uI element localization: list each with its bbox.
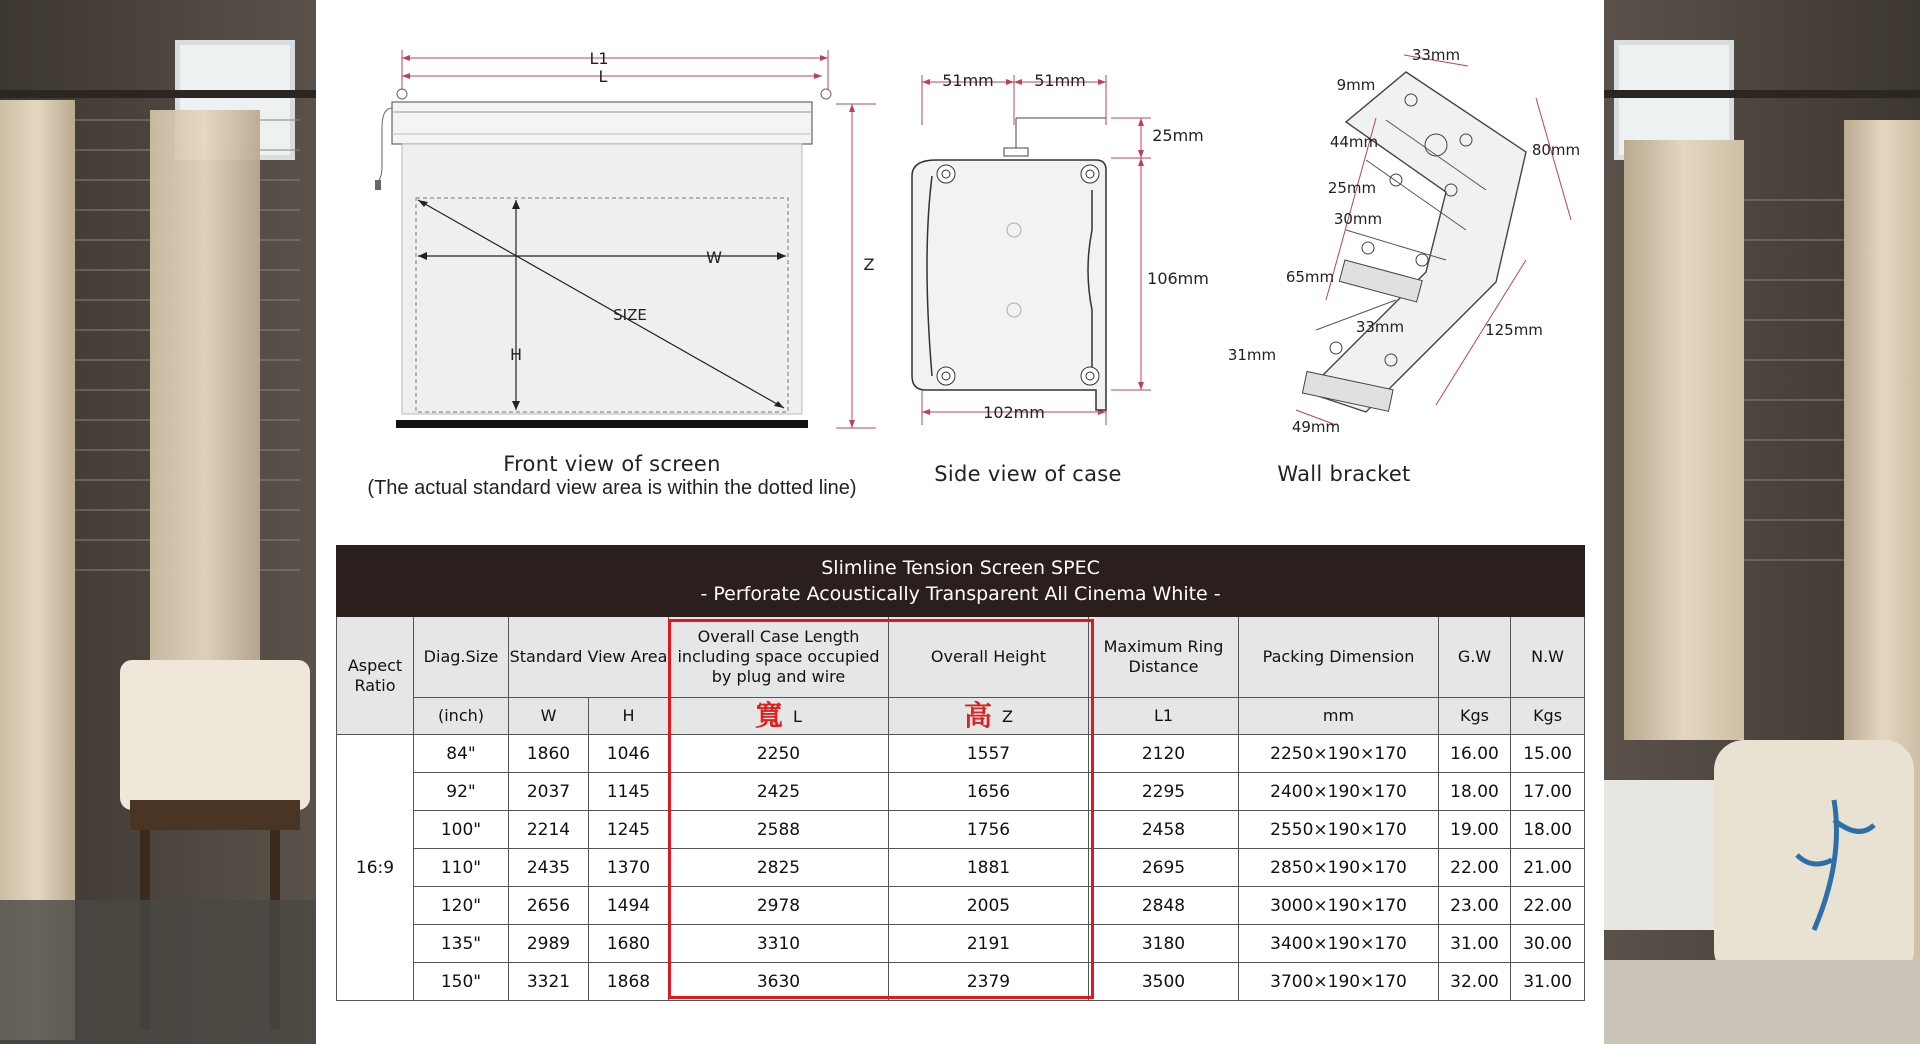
bracket-label-i: 125mm <box>1485 321 1543 339</box>
subheader-l1: L1 <box>1089 698 1239 735</box>
bracket-label-g: 65mm <box>1285 268 1335 286</box>
bracket-label-f: 30mm <box>1333 210 1383 228</box>
table-row <box>337 811 1585 849</box>
cell-size: 150" <box>414 963 509 1001</box>
cell-size: 110" <box>414 849 509 887</box>
bracket-label-d: 80mm <box>1531 141 1581 159</box>
wall-bracket-caption: Wall bracket <box>1277 462 1411 486</box>
side-label-width: 102mm <box>983 403 1045 422</box>
cell-l1: 3180 <box>1089 925 1239 963</box>
cell-z: 1756 <box>889 811 1089 849</box>
cell-size: 100" <box>414 811 509 849</box>
cell-l: 3630 <box>669 963 889 1001</box>
cell-h: 1494 <box>589 887 669 925</box>
cell-z: 1557 <box>889 735 1089 773</box>
cell-w: 1860 <box>509 735 589 773</box>
bracket-label-k: 49mm <box>1291 418 1341 436</box>
header-aspect-ratio: Aspect Ratio <box>337 617 414 735</box>
subheader-l-letter: L <box>793 706 802 726</box>
table-row <box>337 925 1585 963</box>
bracket-label-h: 33mm <box>1355 318 1405 336</box>
cell-h: 1370 <box>589 849 669 887</box>
bracket-label-c: 44mm <box>1329 133 1379 151</box>
left-room-photo <box>0 0 316 1044</box>
subheader-z <box>889 698 1089 735</box>
cell-nw: 15.00 <box>1511 735 1585 773</box>
cell-h: 1145 <box>589 773 669 811</box>
cell-gw: 18.00 <box>1439 773 1511 811</box>
cell-nw: 30.00 <box>1511 925 1585 963</box>
table-row <box>337 735 1585 773</box>
table-row <box>337 773 1585 811</box>
front-label-l1: L1 <box>589 49 609 68</box>
cell-l1: 2695 <box>1089 849 1239 887</box>
header-overall-case-length: Overall Case Length including space occupied by plug and wire <box>669 617 889 698</box>
front-view-note: (The actual standard view area is within the dotted line) <box>367 477 857 499</box>
spec-subtitle-line: - Perforate Acoustically Transparent All Cinema White - <box>700 583 1221 605</box>
subheader-mm: mm <box>1239 698 1439 735</box>
side-label-right-half: 51mm <box>1034 71 1086 90</box>
cell-gw: 31.00 <box>1439 925 1511 963</box>
cell-w: 3321 <box>509 963 589 1001</box>
cell-l: 2425 <box>669 773 889 811</box>
cell-l1: 2120 <box>1089 735 1239 773</box>
header-standard-view-area: Standard View Area <box>509 617 669 698</box>
cell-size: 92" <box>414 773 509 811</box>
subheader-z-cjk: 高 <box>964 698 993 732</box>
cell-gw: 22.00 <box>1439 849 1511 887</box>
cell-z: 2191 <box>889 925 1089 963</box>
cell-pack: 3000×190×170 <box>1239 887 1439 925</box>
subheader-gw-unit: Kgs <box>1439 698 1511 735</box>
cell-pack: 3700×190×170 <box>1239 963 1439 1001</box>
cell-z: 1881 <box>889 849 1089 887</box>
side-label-top: 25mm <box>1152 126 1204 145</box>
cell-pack: 2250×190×170 <box>1239 735 1439 773</box>
cell-gw: 32.00 <box>1439 963 1511 1001</box>
cell-l: 3310 <box>669 925 889 963</box>
front-view-caption: Front view of screen <box>503 452 721 476</box>
table-row <box>337 849 1585 887</box>
cell-pack: 2400×190×170 <box>1239 773 1439 811</box>
subheader-h: H <box>589 698 669 735</box>
cell-l: 2825 <box>669 849 889 887</box>
spec-sheet <box>316 0 1604 1044</box>
subheader-nw-unit: Kgs <box>1511 698 1585 735</box>
subheader-l <box>669 698 889 735</box>
cell-l1: 2848 <box>1089 887 1239 925</box>
cell-l: 2250 <box>669 735 889 773</box>
cell-nw: 17.00 <box>1511 773 1585 811</box>
spec-title-line: Slimline Tension Screen SPEC <box>821 557 1100 579</box>
cell-size: 135" <box>414 925 509 963</box>
table-row <box>337 963 1585 1001</box>
cell-w: 2435 <box>509 849 589 887</box>
cell-gw: 19.00 <box>1439 811 1511 849</box>
header-diag-size: Diag.Size <box>414 617 509 698</box>
right-room-photo <box>1604 0 1920 1044</box>
front-label-l: L <box>598 67 608 86</box>
cell-l: 2588 <box>669 811 889 849</box>
cell-w: 2214 <box>509 811 589 849</box>
wall-bracket-diagram <box>1216 30 1596 450</box>
cell-nw: 21.00 <box>1511 849 1585 887</box>
side-label-left-half: 51mm <box>942 71 994 90</box>
cell-gw: 23.00 <box>1439 887 1511 925</box>
cell-pack: 3400×190×170 <box>1239 925 1439 963</box>
cell-w: 2656 <box>509 887 589 925</box>
header-gw: G.W <box>1439 617 1511 698</box>
cell-z: 2379 <box>889 963 1089 1001</box>
cell-pack: 2850×190×170 <box>1239 849 1439 887</box>
bracket-label-b: 9mm <box>1336 76 1376 94</box>
bracket-label-e: 25mm <box>1327 179 1377 197</box>
cell-pack: 2550×190×170 <box>1239 811 1439 849</box>
header-overall-height: Overall Height <box>889 617 1089 698</box>
subheader-diag-unit: (inch) <box>414 698 509 735</box>
cell-nw: 31.00 <box>1511 963 1585 1001</box>
subheader-w: W <box>509 698 589 735</box>
bracket-label-a: 33mm <box>1411 46 1461 64</box>
front-label-z: Z <box>863 255 875 274</box>
subheader-l-cjk: 寬 <box>755 698 784 732</box>
header-max-ring-distance: Maximum Ring Distance <box>1089 617 1239 698</box>
cell-nw: 22.00 <box>1511 887 1585 925</box>
cell-l: 2978 <box>669 887 889 925</box>
cell-h: 1680 <box>589 925 669 963</box>
subheader-z-letter: Z <box>1002 706 1013 726</box>
cell-h: 1868 <box>589 963 669 1001</box>
cell-h: 1046 <box>589 735 669 773</box>
cell-w: 2989 <box>509 925 589 963</box>
side-label-height: 106mm <box>1147 269 1209 288</box>
side-view-caption: Side view of case <box>934 462 1122 486</box>
aspect-ratio-cell: 16:9 <box>337 735 414 1001</box>
cell-size: 84" <box>414 735 509 773</box>
spec-table <box>336 545 1585 1001</box>
cell-size: 120" <box>414 887 509 925</box>
cell-l1: 3500 <box>1089 963 1239 1001</box>
table-row <box>337 887 1585 925</box>
cell-nw: 18.00 <box>1511 811 1585 849</box>
cell-l1: 2295 <box>1089 773 1239 811</box>
header-nw: N.W <box>1511 617 1585 698</box>
cell-h: 1245 <box>589 811 669 849</box>
side-view-diagram <box>906 40 1246 440</box>
bracket-label-j: 31mm <box>1227 346 1277 364</box>
cell-z: 2005 <box>889 887 1089 925</box>
front-label-h: H <box>509 345 523 364</box>
cell-z: 1656 <box>889 773 1089 811</box>
cell-l1: 2458 <box>1089 811 1239 849</box>
cell-w: 2037 <box>509 773 589 811</box>
cell-gw: 16.00 <box>1439 735 1511 773</box>
front-label-w: W <box>706 248 722 267</box>
front-view-diagram <box>316 0 916 450</box>
spec-table-title <box>337 546 1585 617</box>
header-packing-dimension: Packing Dimension <box>1239 617 1439 698</box>
front-label-size: SIZE <box>613 306 647 324</box>
